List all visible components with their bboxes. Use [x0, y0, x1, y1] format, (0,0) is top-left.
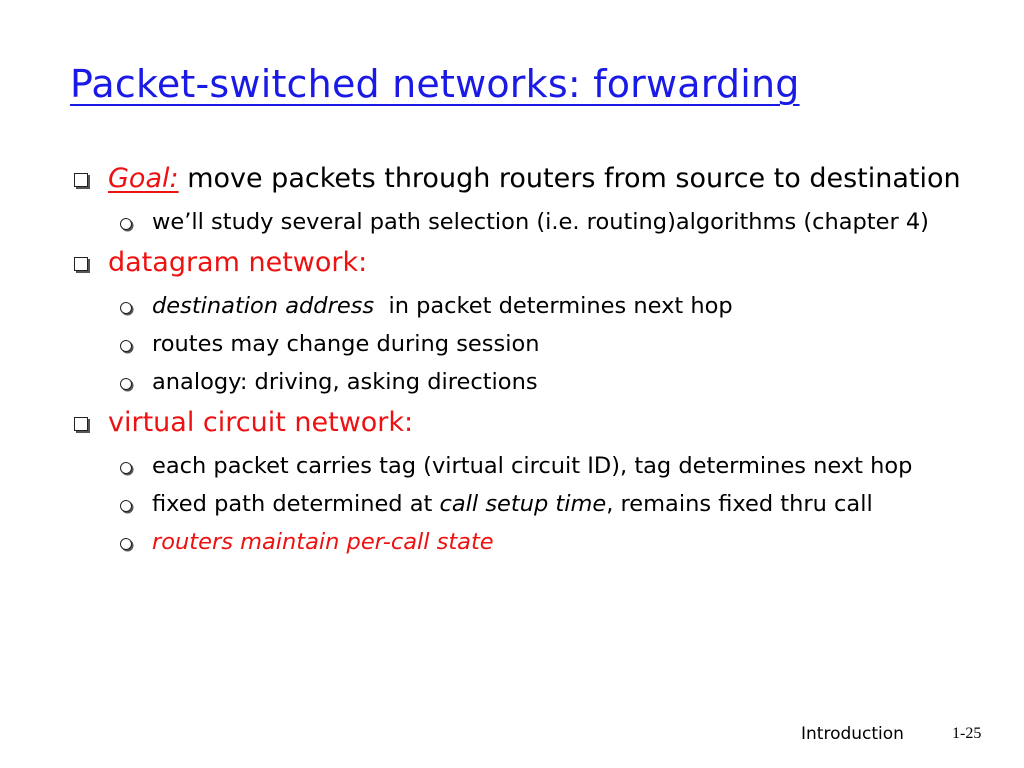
sub-bullet-italic-term: call setup time	[439, 491, 607, 517]
circle-bullet-icon	[120, 538, 132, 550]
datagram-label: datagram network:	[108, 247, 368, 278]
circle-bullet-icon	[120, 500, 132, 512]
bullet-virtual-circuit	[70, 404, 970, 442]
sub-bullet-text: routes may change during session	[152, 331, 540, 357]
square-bullet-icon	[74, 417, 88, 431]
circle-bullet-icon	[120, 302, 132, 314]
goal-label: Goal:	[108, 163, 179, 194]
sub-bullet-text: each packet carries tag (virtual circuit ID), tag determines next hop	[152, 453, 913, 479]
bullet-goal	[70, 160, 970, 198]
footer-section: Introduction	[801, 724, 904, 744]
sub-bullet-text: in packet determines next hop	[388, 293, 733, 319]
goal-text: move packets through routers from source to destination	[187, 163, 961, 194]
sub-bullet-italic-term: destination address	[152, 293, 375, 319]
circle-bullet-icon	[120, 462, 132, 474]
circle-bullet-icon	[120, 340, 132, 352]
sub-bullet-highlight: routers maintain per-call state	[152, 529, 494, 555]
circle-bullet-icon	[120, 378, 132, 390]
sub-bullet-analogy	[70, 366, 970, 398]
slide-title: Packet-switched networks: forwarding	[70, 62, 800, 106]
sub-bullet-text: we’ll study several path selection (i.e. routing)algorithms (chapter 4)	[152, 209, 929, 235]
sub-bullet-packet-tag	[70, 450, 970, 482]
sub-bullet-text-end: , remains fixed thru call	[606, 491, 873, 517]
sub-bullet-routes-change	[70, 328, 970, 360]
bullet-datagram	[70, 244, 970, 282]
square-bullet-icon	[74, 173, 88, 187]
bullet-list	[70, 160, 970, 564]
circle-bullet-icon	[120, 218, 132, 230]
sub-bullet-routing-algorithms	[70, 206, 970, 238]
vc-label: virtual circuit network:	[108, 407, 414, 438]
sub-bullet-text: fixed path determined at	[152, 491, 440, 517]
sub-bullet-text: analogy: driving, asking directions	[152, 369, 538, 395]
square-bullet-icon	[74, 257, 88, 271]
footer-page-number: 1-25	[952, 725, 982, 742]
sub-bullet-destination-address	[70, 290, 970, 322]
sub-bullet-per-call-state	[70, 526, 970, 558]
sub-bullet-fixed-path	[70, 488, 970, 520]
